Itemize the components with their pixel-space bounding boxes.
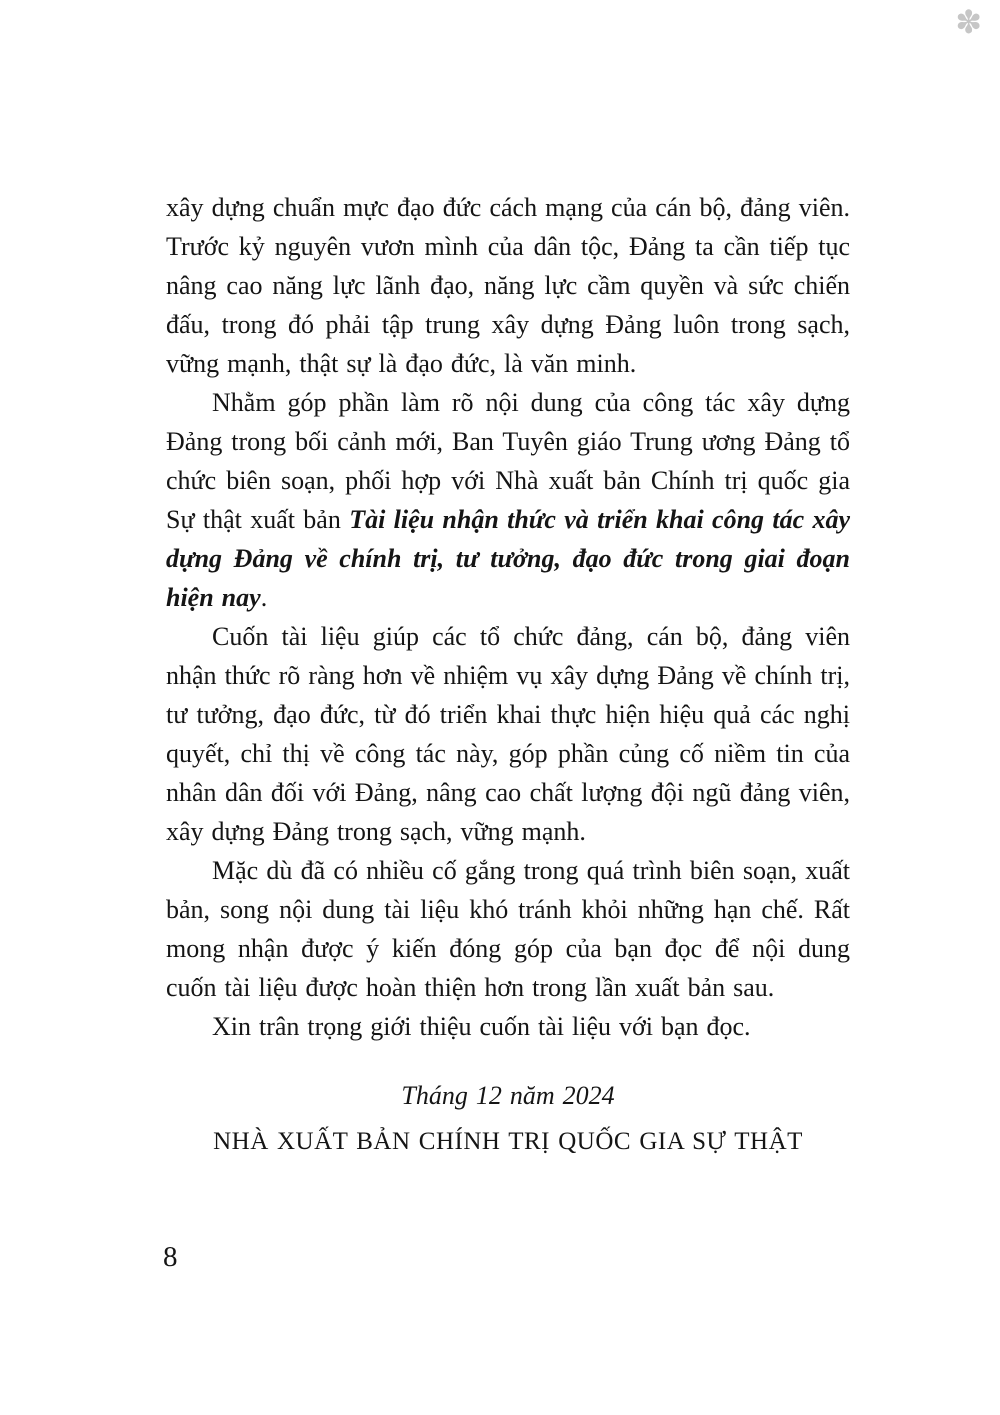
page-body [166, 188, 850, 1161]
book-title-emphasis: Tài liệu nhận thức và triển khai công tác xây dựng Đảng về chính trị, tư tưởng, đạo đức trong giai đoạn hiện nay [166, 505, 851, 612]
paragraph: Cuốn tài liệu giúp các tổ chức đảng, cán bộ, đảng viên nhận thức rõ ràng hơn về nhiệm vụ xây dựng Đảng về chính trị, tư tưởng, đạo đức, từ đó triển khai thực hiện hiệu quả các nghị quyết, chỉ thị về công tác này, góp phần củng cố niềm tin của nhân dân đối với Đảng, nâng cao chất lượng đội ngũ đảng viên, xây dựng Đảng trong sạch, vững mạnh. [166, 622, 850, 846]
paragraph: Mặc dù đã có nhiều cố gắng trong quá trình biên soạn, xuất bản, song nội dung tài liệu khó tránh khỏi những hạn chế. Rất mong nhận được ý kiến đóng góp của bạn đọc để nội dung cuốn tài liệu được hoàn thiện hơn trong lần xuất bản sau. [166, 856, 850, 1002]
paragraph: Xin trân trọng giới thiệu cuốn tài liệu với bạn đọc. [212, 1012, 751, 1041]
paragraph-continued: xây dựng chuẩn mực đạo đức cách mạng của cán bộ, đảng viên. Trước kỷ nguyên vươn mình của dân tộc, Đảng ta cần tiếp tục nâng cao năng lực lãnh đạo, năng lực cầm quyền và sức chiến đấu, trong đó phải tập trung xây dựng Đảng luôn trong sạch, vững mạnh, thật sự là đạo đức, là văn minh. [166, 193, 850, 378]
paragraph-text: Nhằm góp phần làm rõ nội dung của công tác xây dựng Đảng trong bối cảnh mới, Ban Tuyên giáo Trung ương Đảng tổ chức biên soạn, phối hợp với Nhà xuất bản Chính trị quốc gia Sự thật xuất bản [166, 388, 850, 534]
paragraph [166, 383, 850, 617]
publisher-name: NHÀ XUẤT BẢN CHÍNH TRỊ QUỐC GIA SỰ THẬT [213, 1128, 803, 1155]
signature-date: Tháng 12 năm 2024 [401, 1081, 615, 1110]
page-number: 8 [163, 1241, 178, 1273]
paragraph-text: . [260, 583, 268, 612]
flower-ornament-icon: ✽ [955, 3, 982, 41]
